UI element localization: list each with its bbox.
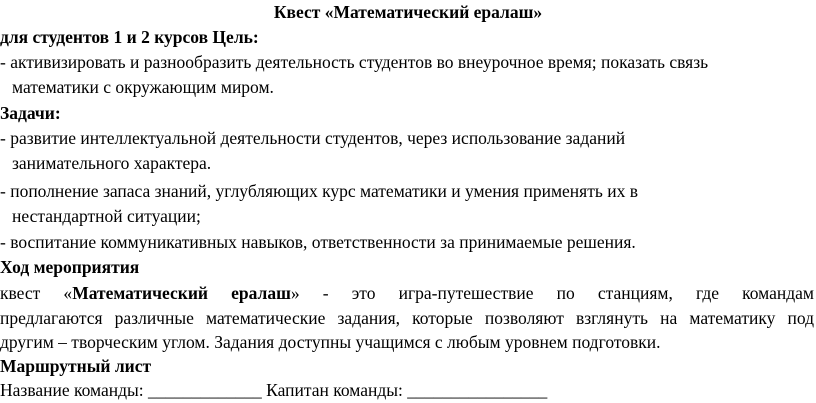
goal-line-2: математики с окружающим миром. xyxy=(12,77,274,97)
quest-name: Математический ералаш xyxy=(72,283,291,303)
goal-line-1: - активизировать и разнообразить деятельность студентов во внеурочное время; показать связь xyxy=(0,52,709,72)
task-1-line-2: занимательного характера. xyxy=(12,153,212,173)
intro-paragraph-line-3: другим – творческим углом. Задания доступны учащимся с любым уровнем подготовки. xyxy=(0,332,661,352)
tasks-heading: Задачи: xyxy=(0,103,61,123)
intro-pre: квест « xyxy=(0,283,73,303)
route-heading: Маршрутный лист xyxy=(0,356,152,376)
task-2-line-1: - пополнение запаса знаний, углубляющих курс математики и умения применять их в xyxy=(0,181,638,201)
task-3-line-1: - воспитание коммуникативных навыков, ответственности за принимаемые решения. xyxy=(0,232,636,252)
task-1-line-1: - развитие интеллектуальной деятельности студентов, через использование заданий xyxy=(0,128,626,148)
intro-post: » - это игра-путешествие по станциям, где командам xyxy=(290,283,815,303)
intro-paragraph-line-2: предлагаются различные математические задания, которые позволяют взглянуть на математику под xyxy=(0,308,814,328)
task-2-line-2: нестандартной ситуации; xyxy=(12,206,201,226)
intro-paragraph-line-1 xyxy=(0,282,814,304)
document-subtitle: для студентов 1 и 2 курсов Цель: xyxy=(0,27,259,47)
document-title: Квест «Математический ералаш» xyxy=(273,2,543,22)
event-heading: Ход мероприятия xyxy=(0,257,140,277)
team-fields-line: Название команды: _____________ Капитан команды: ________________ xyxy=(0,380,548,400)
